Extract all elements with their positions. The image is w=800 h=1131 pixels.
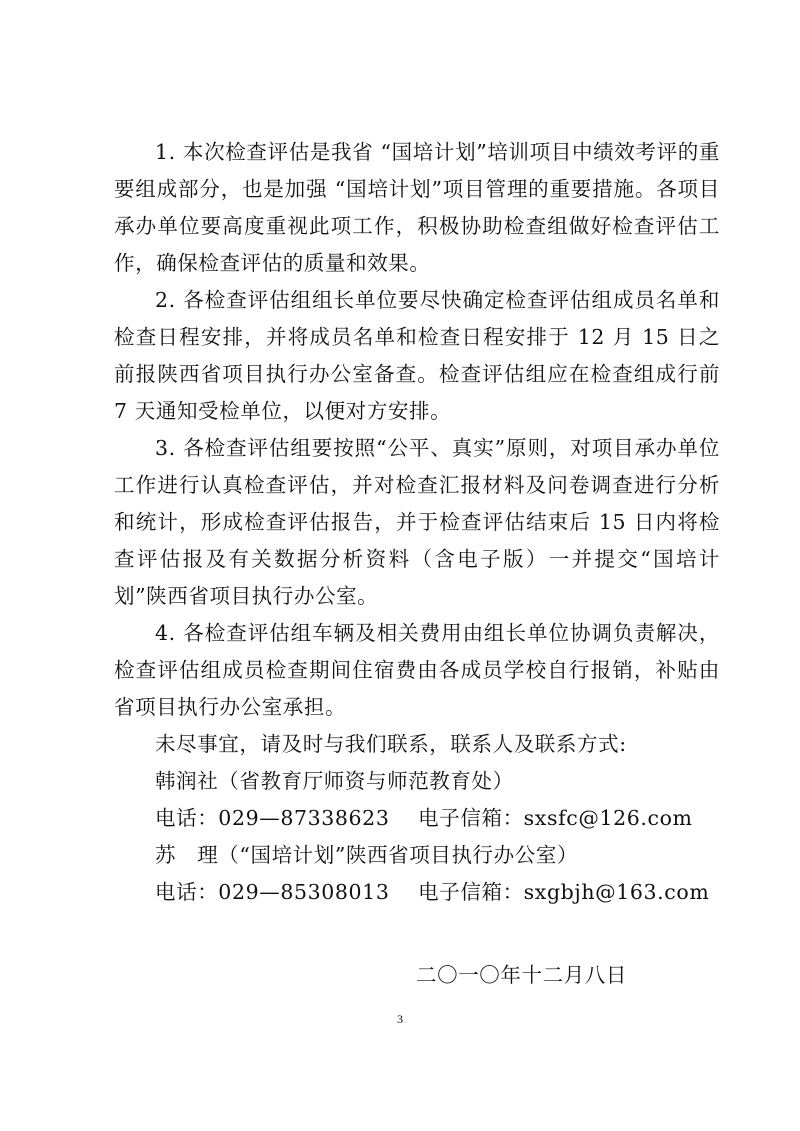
page-number: 3	[397, 1012, 403, 1026]
contact-email-2: 电子信箱：sxgbjh@163.com	[418, 880, 710, 904]
contact-phone-1: 电话：029—87338623	[155, 806, 390, 830]
contact-phone-2: 电话：029—85308013	[155, 880, 390, 904]
contact-email-1: 电子信箱：sxsfc@126.com	[418, 806, 693, 830]
document-date: 二〇一〇年十二月八日	[416, 963, 627, 987]
paragraph-2: 2. 各检查评估组组长单位要尽快确定检查评估组成员名单和检查日程安排，并将成员名单和检查日程安排于 12 月 15 日之前报陕西省项目执行办公室备查。检查评估组应在检查组成行前 7 天通知受检单位，以便对方安排。	[114, 288, 720, 423]
paragraph-1: 1. 本次检查评估是我省 “国培计划”培训项目中绩效考评的重要组成部分，也是加强 “国培计划”项目管理的重要措施。各项目承办单位要高度重视此项工作，积极协助检查组做好检查评估工作，确保检查评估的质量和效果。	[114, 140, 720, 275]
contact-intro: 未尽事宜，请及时与我们联系，联系人及联系方式:	[155, 732, 627, 756]
contact-details-2	[114, 874, 720, 911]
contact-details-1	[114, 800, 720, 837]
contact-name-1: 韩润社（省教育厅师资与师范教育处）	[155, 769, 514, 793]
paragraph-4: 4. 各检查评估组车辆及相关费用由组长单位协调负责解决，检查评估组成员检查期间住宿费由各成员学校自行报销，补贴由省项目执行办公室承担。	[114, 621, 720, 719]
paragraph-3: 3. 各检查评估组要按照“公平、真实”原则，对项目承办单位工作进行认真检查评估，并对检查汇报材料及问卷调查进行分析和统计，形成检查评估报告，并于检查评估结束后 15 日内将检查评估报及有关数据分析资料（含电子版）一并提交“国培计划”陕西省项目执行办公室。	[114, 436, 720, 608]
document-body	[114, 134, 720, 911]
contact-name-2: 苏 理（“国培计划”陕西省项目执行办公室）	[155, 843, 579, 867]
